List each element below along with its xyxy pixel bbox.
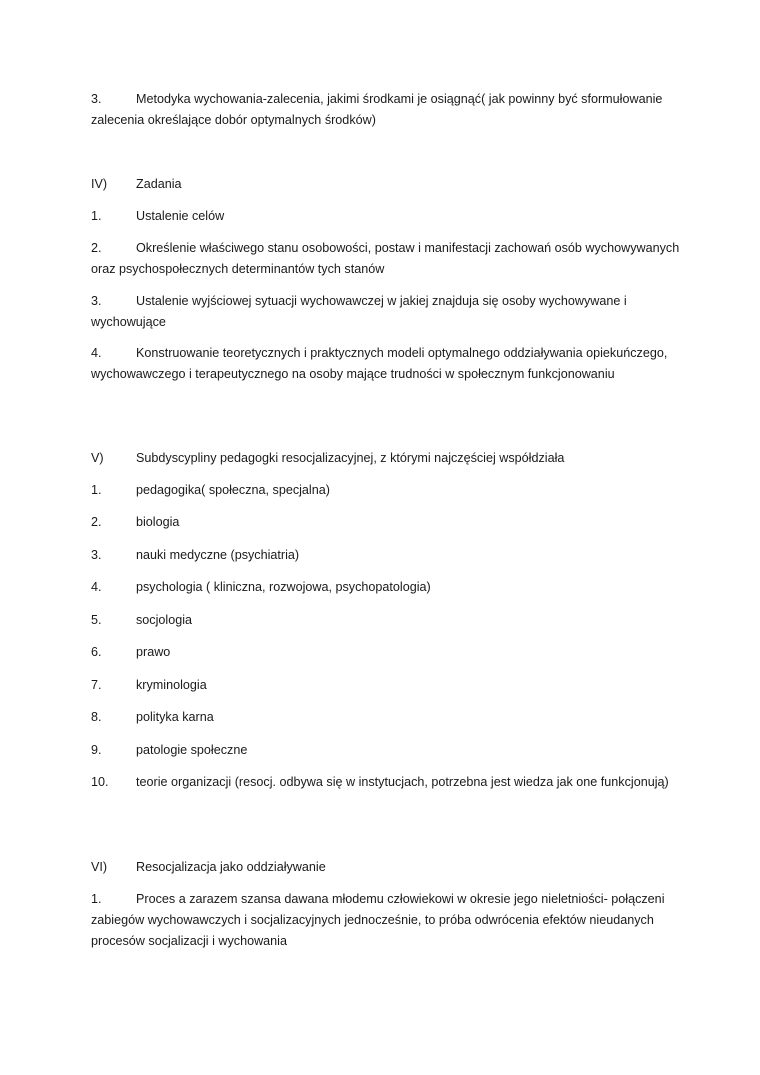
section-number: IV): [91, 177, 108, 191]
section-number: V): [91, 451, 104, 465]
item-number: 1.: [91, 892, 102, 906]
item-text: Konstruowanie teoretycznych i praktycznych modeli optymalnego oddziaływania opiekuńczego, wychowawczego i terapeutycznego na osoby mające trudności w społecznym funkcjonowaniu: [91, 346, 668, 381]
item-text: patologie społeczne: [136, 743, 248, 757]
item-number: 9.: [91, 743, 102, 757]
item-number: 6.: [91, 645, 102, 659]
item-number: 3.: [91, 92, 102, 106]
item-text: psychologia ( kliniczna, rozwojowa, psychopatologia): [136, 580, 431, 594]
paragraph: [91, 89, 681, 131]
item-text: socjologia: [136, 613, 193, 627]
list-item: [91, 512, 681, 533]
list-item: [91, 707, 681, 728]
list-item: [91, 238, 681, 280]
item-number: 3.: [91, 294, 102, 308]
list-item: [91, 772, 681, 793]
item-text: prawo: [136, 645, 171, 659]
list-item: [91, 577, 681, 598]
list-item: [91, 642, 681, 663]
item-number: 1.: [91, 209, 102, 223]
list-item: [91, 675, 681, 696]
item-number: 5.: [91, 613, 102, 627]
item-text: Proces a zarazem szansa dawana młodemu człowiekowi w okresie jego nieletniości- połączeni zabiegów wychowawczych i socjalizacyjnych jednocześnie, to próba odwrócenia efektów nieudanych procesów socjalizacji i wychowania: [91, 892, 665, 948]
item-number: 10.: [91, 775, 109, 789]
section-title: Zadania: [136, 177, 182, 191]
list-item: [91, 206, 681, 227]
item-text: Metodyka wychowania-zalecenia, jakimi środkami je osiągnąć( jak powinny być sformułowanie zalecenia określające dobór optymalnych środków): [91, 92, 663, 127]
item-number: 2.: [91, 515, 102, 529]
item-text: nauki medyczne (psychiatria): [136, 548, 300, 562]
item-number: 4.: [91, 580, 102, 594]
section-heading: [91, 857, 681, 878]
list-item: [91, 610, 681, 631]
item-number: 7.: [91, 678, 102, 692]
item-number: 1.: [91, 483, 102, 497]
item-text: polityka karna: [136, 710, 214, 724]
list-item: [91, 343, 681, 385]
item-text: biologia: [136, 515, 180, 529]
section-title: Subdyscypliny pedagogki resocjalizacyjnej, z którymi najczęściej współdziała: [136, 451, 565, 465]
item-text: Ustalenie wyjściowej sytuacji wychowawczej w jakiej znajduja się osoby wychowywane i wychowujące: [91, 294, 627, 329]
item-number: 2.: [91, 241, 102, 255]
section-number: VI): [91, 860, 108, 874]
list-item: [91, 291, 681, 333]
item-text: Ustalenie celów: [136, 209, 225, 223]
section-heading: [91, 448, 681, 469]
list-item: [91, 889, 681, 952]
item-number: 4.: [91, 346, 102, 360]
item-text: teorie organizacji (resocj. odbywa się w instytucjach, potrzebna jest wiedza jak one funkcjonują): [136, 775, 669, 789]
list-item: [91, 480, 681, 501]
item-number: 8.: [91, 710, 102, 724]
list-item: [91, 545, 681, 566]
item-number: 3.: [91, 548, 102, 562]
list-item: [91, 740, 681, 761]
item-text: kryminologia: [136, 678, 207, 692]
section-heading: [91, 174, 681, 195]
section-title: Resocjalizacja jako oddziaływanie: [136, 860, 326, 874]
item-text: Określenie właściwego stanu osobowości, postaw i manifestacji zachowań osób wychowywanych oraz psychospołecznych determinantów tych stanów: [91, 241, 680, 276]
item-text: pedagogika( społeczna, specjalna): [136, 483, 330, 497]
